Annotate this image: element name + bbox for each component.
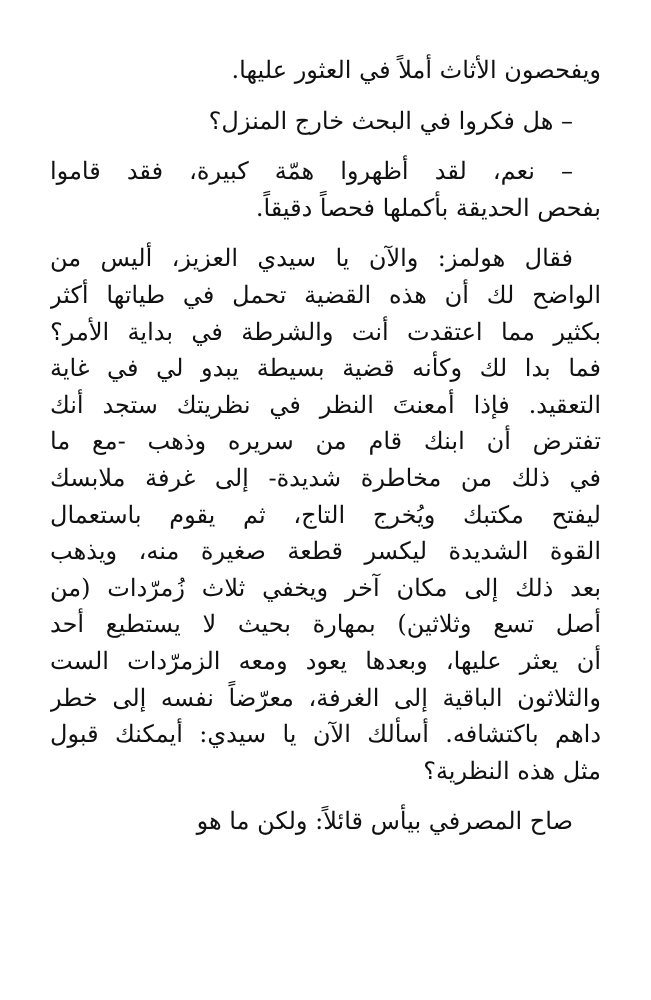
paragraph [50,52,601,89]
text-line: أن يعثر عليها، وبعدها يعود ومعه الزمرّدات الست [50,646,601,675]
paragraph [50,103,601,140]
paragraph [50,153,601,226]
paragraph-gap [50,89,601,103]
text-line: القوة الشديدة ليكسر قطعة صغيرة منه، ويذهب [50,537,601,566]
text-line: داهم باكتشافه. أسألك الآن يا سيدي: أيمكنك قبول [50,720,601,749]
text-line: صاح المصرفي بيأس قائلاً: ولكن ما هو [196,807,573,836]
text-line: ليفتح مكتبك ويُخرج التاج، ثم يقوم باستعمال [50,500,601,529]
paragraph-gap [50,139,601,153]
text-line: فقال هولمز: والآن يا سيدي العزيز، أليس من [50,244,573,273]
text-line: في ذلك من مخاطرة شديدة- إلى غرفة ملابسك [50,463,601,492]
text-line: فما بدا لك وكأنه قضية بسيطة يبدو لي في غاية [50,354,601,383]
text-line: التعقيد. فإذا أمعنتَ النظر في نظريتك ستجد أنك [50,390,601,419]
paragraph-gap [50,789,601,803]
text-line: الواضح لك أن هذه القضية تحمل في طياتها أكثر [50,280,601,309]
text-line: بفحص الحديقة بأكملها فحصاً دقيقاً. [255,193,601,222]
text-line: بكثير مما اعتقدت أنت والشرطة في بداية الأمر؟ [50,317,601,346]
text-line: بعد ذلك إلى مكان آخر ويخفي ثلاث زُمرّدات (من [50,573,601,602]
text-line: – هل فكروا في البحث خارج المنزل؟ [208,106,573,135]
paragraph [50,240,601,789]
text-line: تفترض أن ابنك قام من سريره وذهب -مع ما [50,427,601,456]
text-line: مثل هذه النظرية؟ [423,756,601,785]
text-line: ويفحصون الأثاث أملاً في العثور عليها. [231,56,601,84]
paragraph-gap [50,226,601,240]
paragraph [50,803,601,840]
page-text [50,52,601,840]
text-line: – نعم، لقد أظهروا همّة كبيرة، فقد قاموا [50,157,573,186]
text-line: والثلاثون الباقية إلى الغرفة، معرّضاً نفسه إلى خطر [50,683,601,712]
text-line: أصل تسع وثلاثين) بمهارة بحيث لا يستطيع أحد [50,610,601,639]
